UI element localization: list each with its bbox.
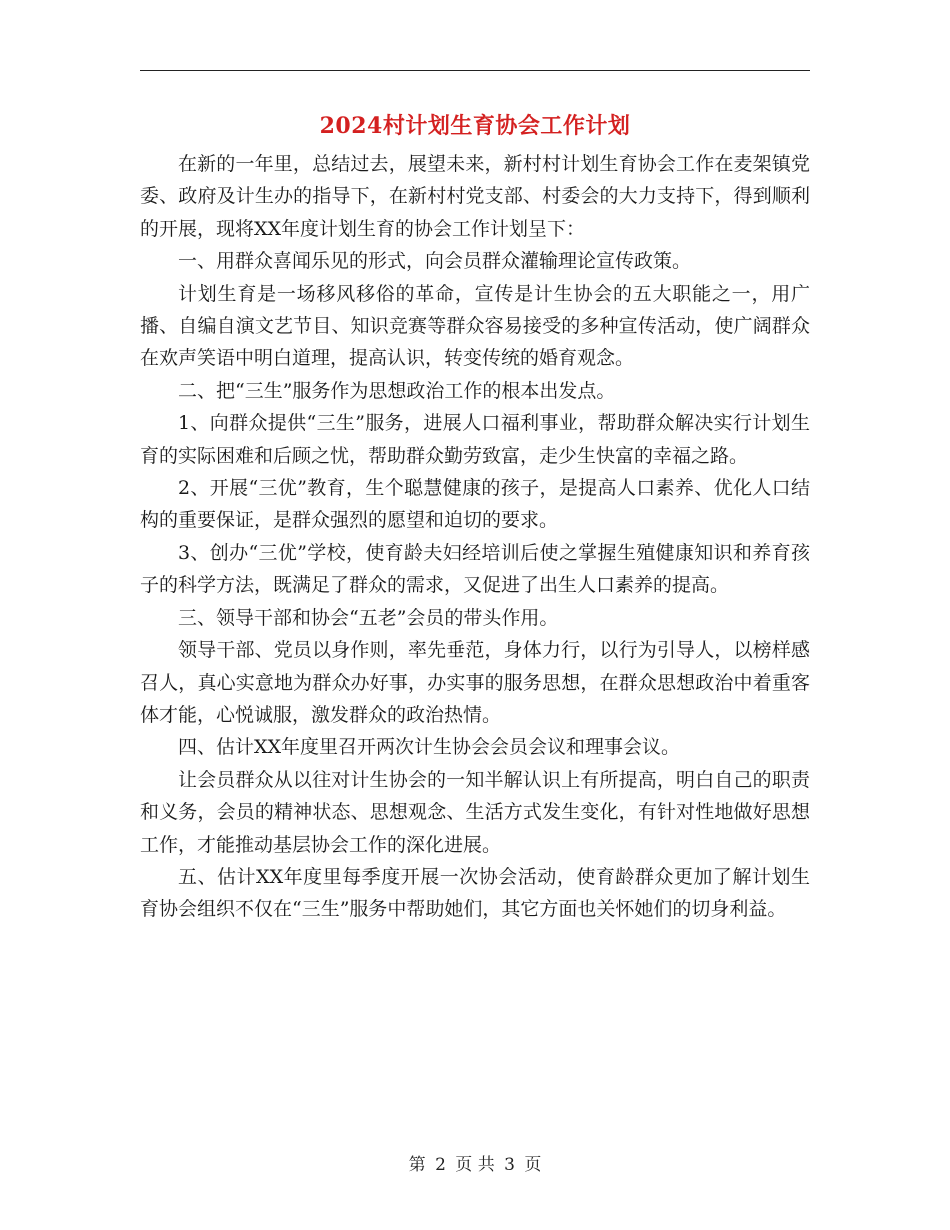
paragraph-item-2: 2、开展“三优”教育，生个聪慧健康的孩子，是提高人口素养、优化人口结构的重要保证，是群众强烈的愿望和迫切的要求。	[140, 477, 810, 532]
heading-section-1: 一、用群众喜闻乐见的形式，向会员群众灌输理论宣传政策。	[178, 250, 692, 273]
header-rule	[140, 70, 810, 71]
footer-prefix: 第	[408, 1155, 426, 1175]
heading-section-4: 四、估计XX年度里召开两次计生协会会员会议和理事会议。	[178, 736, 681, 759]
document-body	[140, 148, 810, 926]
heading-section-3: 三、领导干部和协会“五老”会员的带头作用。	[178, 606, 559, 629]
footer-current-page: 2	[435, 1155, 446, 1175]
heading-section-2: 二、把“三生”服务作为思想政治工作的根本出发点。	[178, 379, 616, 402]
document-title: 2024村计划生育协会工作计划	[319, 113, 631, 139]
page-number-footer	[140, 1153, 810, 1177]
footer-total-pages: 3	[504, 1155, 515, 1175]
paragraph-intro: 在新的一年里，总结过去，展望未来，新村村计划生育协会工作在麦架镇党委、政府及计生办的指导下，在新村村党支部、村委会的大力支持下，得到顺利的开展，现将XX年度计划生育的协会工作计划呈下：	[140, 153, 810, 240]
paragraph-section-1: 计划生育是一场移风移俗的革命，宣传是计生协会的五大职能之一，用广播、自编自演文艺节目、知识竞赛等群众容易接受的多种宣传活动，使广阔群众在欢声笑语中明白道理，提高认识，转变传统的婚育观念。	[140, 282, 810, 370]
footer-middle: 页 共	[455, 1155, 495, 1175]
footer-suffix: 页	[524, 1155, 542, 1175]
paragraph-section-4: 让会员群众从以往对计生协会的一知半解认识上有所提高，明白自己的职责和义务，会员的精神状态、思想观念、生活方式发生变化，有针对性地做好思想工作，才能推动基层协会工作的深化进展。	[140, 768, 810, 856]
paragraph-section-5: 五、估计XX年度里每季度开展一次协会活动，使育龄群众更加了解计划生育协会组织不仅在“三生”服务中帮助她们，其它方面也关怀她们的切身利益。	[140, 865, 810, 921]
paragraph-item-3: 3、创办“三优”学校，使育龄夫妇经培训后使之掌握生殖健康知识和养育孩子的科学方法，既满足了群众的需求，又促进了出生人口素养的提高。	[140, 541, 810, 597]
paragraph-section-3: 领导干部、党员以身作则，率先垂范，身体力行，以行为引导人，以榜样感召人，真心实意地为群众办好事，办实事的服务思想，在群众思想政治中着重客体才能，心悦诚服，激发群众的政治热情。	[140, 639, 810, 726]
paragraph-item-1: 1、向群众提供“三生”服务，进展人口福利事业，帮助群众解决实行计划生育的实际困难和后顾之忧，帮助群众勤劳致富，走少生快富的幸福之路。	[140, 412, 810, 467]
